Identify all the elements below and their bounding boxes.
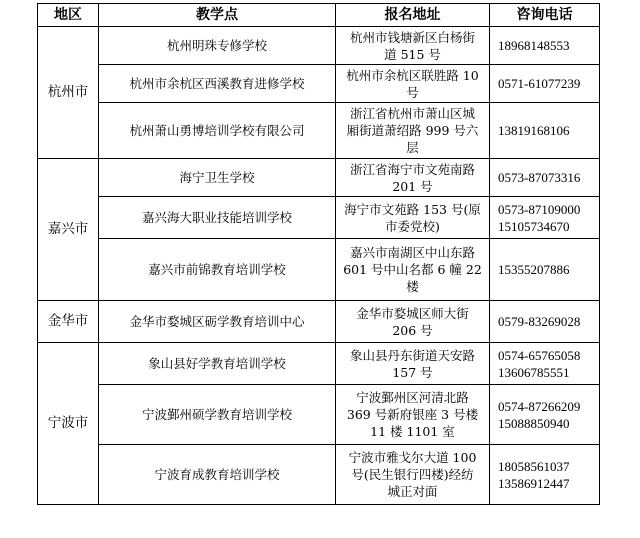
table-row [38,385,600,445]
phone-cell [490,343,600,385]
table-row [38,301,600,343]
school-cell: 杭州明珠专修学校 [99,27,336,65]
phone-number: 0579-83269028 [498,314,581,329]
phone-number: 13586912447 [498,475,570,491]
phone-number: 0571-61077239 [498,76,581,91]
region-cell: 金华市 [38,301,99,343]
address-line: 楼 [406,279,419,294]
region-cell: 宁波市 [38,343,99,505]
phone-cell [490,27,600,65]
school-cell: 象山县好学教育培训学校 [99,343,336,385]
header-row [38,4,600,27]
address-cell [336,301,490,343]
address-line: 市委党校) [385,218,440,234]
phone-number: 15355207886 [498,262,570,277]
address-cell [336,159,490,197]
phone-cell [490,301,600,343]
address-cell [336,445,490,505]
address-cell [336,103,490,159]
phone-number: 0573-87073316 [498,170,581,185]
table-row [38,159,600,197]
phone-cell [490,197,600,239]
address-cell [336,239,490,301]
enrollment-table-container [37,3,600,505]
address-line: 浙江省海宁市文苑南路 [349,161,475,177]
school-cell: 宁波育成教育培训学校 [99,445,336,505]
address-line: 厢街道萧绍路 999 号六 [346,123,479,138]
address-line: 宁波市雅戈尔大道 100 [348,450,477,465]
address-line: 157 号 [392,364,433,380]
address-line: 象山县丹东街道天安路 [349,347,475,363]
region-cell: 杭州市 [38,27,99,159]
table-row [38,197,600,239]
table-row [38,343,600,385]
phone-number: 18058561037 [498,458,570,474]
table-row [38,239,600,301]
enrollment-table [37,3,600,505]
phone-number: 13819168106 [498,123,570,138]
address-cell [336,343,490,385]
address-cell [336,65,490,103]
phone-cell [490,159,600,197]
school-cell: 嘉兴市前锦教育培训学校 [99,239,336,301]
phone-number: 18968148553 [498,38,570,53]
school-cell: 嘉兴海大职业技能培训学校 [99,197,336,239]
address-line: 601 号中山名都 6 幢 22 [343,262,482,277]
phone-number: 0574-65765058 [498,347,581,363]
address-line: 宁波鄞州区河清北路 [356,390,469,405]
table-body [38,27,600,505]
address-cell [336,27,490,65]
header-school: 教学点 [99,4,336,27]
school-cell: 海宁卫生学校 [99,159,336,197]
address-line: 层 [406,140,419,155]
address-line: 206 号 [392,322,433,338]
school-cell: 宁波鄞州硕学教育培训学校 [99,385,336,445]
table-row [38,65,600,103]
school-cell: 杭州萧山勇博培训学校有限公司 [99,103,336,159]
region-cell: 嘉兴市 [38,159,99,301]
address-line: 号 [406,84,419,100]
address-line: 海宁市文苑路 153 号(原 [344,201,481,217]
table-row [38,103,600,159]
table-row [38,27,600,65]
header-address: 报名地址 [336,4,490,27]
phone-cell [490,445,600,505]
address-line: 城正对面 [387,484,438,499]
address-line: 浙江省杭州市萧山区城 [349,106,475,121]
phone-number: 15088850940 [498,415,570,431]
address-line: 道 515 号 [384,46,441,62]
phone-cell [490,103,600,159]
header-phone: 咨询电话 [490,4,600,27]
address-line: 11 楼 1101 室 [370,424,455,439]
header-region: 地区 [38,4,99,27]
address-cell [336,385,490,445]
address-line: 杭州市钱塘新区白杨街 [349,29,475,45]
address-line: 杭州市余杭区联胜路 10 [346,67,479,83]
address-line: 369 号新府银座 3 号楼 [346,407,479,422]
address-line: 金华市婺城区师大街 [356,305,469,321]
phone-number: 13606785551 [498,364,570,380]
phone-cell [490,65,600,103]
address-line: 201 号 [392,178,433,194]
address-line: 号(民生银行四楼)经纺 [351,467,474,482]
school-cell: 金华市婺城区砺学教育培训中心 [99,301,336,343]
phone-number: 0574-87266209 [498,398,581,414]
table-row [38,445,600,505]
phone-number: 15105734670 [498,218,570,234]
address-line: 嘉兴市南湖区中山东路 [349,245,475,260]
phone-cell [490,239,600,301]
phone-cell [490,385,600,445]
address-cell [336,197,490,239]
school-cell: 杭州市余杭区西溪教育进修学校 [99,65,336,103]
phone-number: 0573-87109000 [498,201,581,217]
